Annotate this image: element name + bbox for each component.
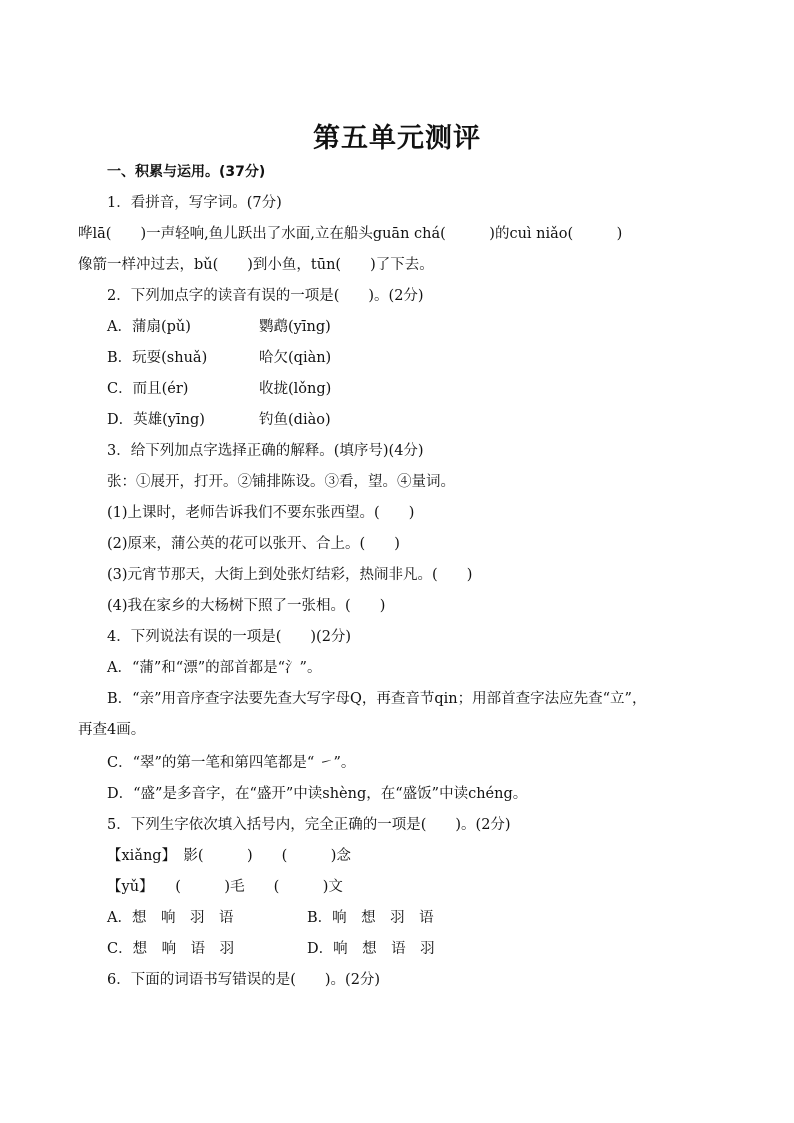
question-4-option-c: C．“翠”的第一笔和第四笔都是“ ㇀”。 (107, 755, 356, 771)
question-5-option-a: A．想 响 羽 语 (107, 910, 234, 926)
question-2-option-d-word2: 钓鱼(diào) (259, 412, 331, 428)
question-2-stem: 2．下列加点字的读音有误的一项是( )。(2分) (107, 288, 424, 304)
question-4-option-a: A．“蒲”和“漂”的部首都是“氵”。 (107, 660, 322, 676)
question-3-item-4: (4)我在家乡的大杨树下照了一张相。( ) (107, 598, 386, 614)
question-3-stem: 3．给下列加点字选择正确的解释。(填序号)(4分) (107, 443, 424, 459)
question-5-row-2: 【yǔ】 ( )毛 ( )文 (107, 879, 343, 895)
question-5-option-b: B．响 想 羽 语 (307, 910, 434, 926)
question-1-line-1: 哗lā( )一声轻响,鱼儿跃出了水面,立在船头guān chá( )的cuì niǎo( ) (78, 226, 623, 242)
question-5-option-d: D．响 想 语 羽 (307, 941, 435, 957)
question-1-stem: 1．看拼音，写字词。(7分) (107, 195, 282, 211)
question-4-option-d: D．“盛”是多音字，在“盛开”中读shèng，在“盛饭”中读chéng。 (107, 786, 528, 802)
question-2-option-c-word2: 收拢(lǒng) (259, 381, 332, 397)
question-3-item-1: (1)上课时，老师告诉我们不要东张西望。( ) (107, 505, 415, 521)
question-4-option-b: B．“亲”用音序查字法要先查大写字母Q，再查音节qin；用部首查字法应先查“立”， (107, 691, 647, 707)
question-4-option-b-cont: 再查4画。 (78, 722, 146, 738)
question-3-definitions: 张：①展开，打开。②铺排陈设。③看，望。④量词。 (107, 474, 455, 490)
question-2-option-a-word2: 鹦鹉(yīng) (259, 319, 331, 335)
question-2-option-a: A．蒲扇(pǔ) (107, 319, 191, 335)
question-1-line-2: 像箭一样冲过去，bǔ( )到小鱼，tūn( )了下去。 (78, 257, 434, 273)
question-6-stem: 6．下面的词语书写错误的是( )。(2分) (107, 972, 381, 988)
question-3-item-3: (3)元宵节那天，大街上到处张灯结彩，热闹非凡。( ) (107, 567, 473, 583)
question-5-stem: 5．下列生字依次填入括号内，完全正确的一项是( )。(2分) (107, 817, 511, 833)
question-5-option-c: C．想 响 语 羽 (107, 941, 235, 957)
question-2-option-b-word2: 哈欠(qiàn) (259, 350, 332, 366)
question-2-option-c: C．而且(ér) (107, 381, 189, 397)
question-3-item-2: (2)原来，蒲公英的花可以张开、合上。( ) (107, 536, 400, 552)
question-2-option-b: B．玩耍(shuǎ) (107, 350, 208, 366)
question-2-option-d: D．英雄(yīng) (107, 412, 205, 428)
question-5-row-1: 【xiǎng】 影( ) ( )念 (107, 848, 351, 864)
question-4-stem: 4．下列说法有误的一项是( )(2分) (107, 629, 352, 645)
section-heading: 一、积累与运用。(37分) (107, 164, 266, 180)
page-title: 第五单元测评 (313, 123, 481, 154)
